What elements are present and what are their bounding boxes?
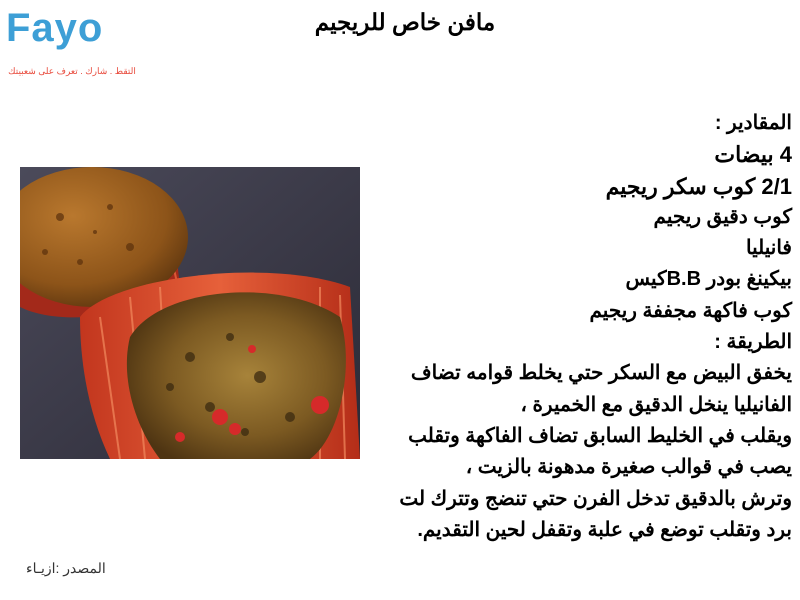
recipe-text bbox=[370, 108, 792, 546]
method-heading: الطريقة : bbox=[714, 331, 792, 354]
method-line: يصب في قوالب صغيرة مدهونة بالزيت ، bbox=[465, 456, 792, 479]
logo-wordmark: Fayo bbox=[6, 6, 104, 50]
ingredient-item: 2/1 كوب سكر ريجيم bbox=[605, 173, 792, 199]
method-line: ويقلب في الخليط السابق تضاف الفاكهة وتقلب bbox=[408, 424, 792, 447]
ingredient-item: كوب فاكهة مجففة ريجيم bbox=[589, 299, 792, 322]
method-line: الفانيليا ينخل الدقيق مع الخميرة ، bbox=[520, 393, 792, 416]
ingredient-item: كوب دقيق ريجيم bbox=[653, 205, 792, 228]
ingredient-item: 4 بيضات bbox=[714, 142, 792, 168]
method-line: وترش بالدقيق تدخل الفرن حتي تنضج وتترك لت bbox=[399, 487, 792, 510]
method-line: برد وتقلب توضع في علبة وتقفل لحين التقديم. bbox=[417, 518, 792, 541]
logo bbox=[6, 6, 138, 78]
ingredient-item: بيكينغ بودر B.Bكيس bbox=[625, 268, 792, 291]
page-title: مافن خاص للريجيم bbox=[314, 9, 496, 35]
source-credit: المصدر :ازيـاء bbox=[26, 560, 106, 576]
logo-tagline: التقط . شارك . تعرف على شعبيتك bbox=[8, 66, 136, 76]
method-line: يخفق البيض مع السكر حتي يخلط قوامه تضاف bbox=[410, 362, 792, 385]
ingredients-heading: المقادير : bbox=[714, 112, 792, 134]
ingredient-item: فانيليا bbox=[745, 237, 792, 260]
muffin-photo bbox=[20, 167, 360, 459]
